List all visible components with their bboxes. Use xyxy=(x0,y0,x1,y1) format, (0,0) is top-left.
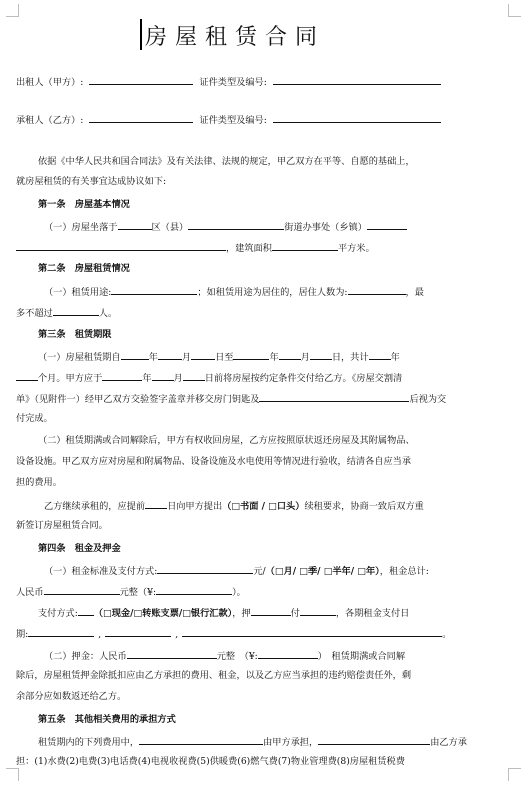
location-street-blank[interactable] xyxy=(367,219,407,230)
article-2-line-1: （一）租赁用途: ；如租赁用途为居住的，居住人数为: ，最 xyxy=(16,284,522,299)
rent-total-words-blank[interactable] xyxy=(44,584,120,595)
article-5-line-2: 担：(1)水费(2)电费(3)电话费(4)电视收视费(5)供暖费(6)燃气费(7)物业管理费(8)房屋租赁税费 xyxy=(16,756,405,767)
article-5-title: 第五条 其他相关费用的承担方式 xyxy=(38,714,176,725)
rent-amount-blank[interactable] xyxy=(157,563,253,574)
total-months-blank[interactable] xyxy=(16,370,38,381)
rent-total-digits-blank[interactable] xyxy=(156,584,232,595)
lessor-fees-blank[interactable] xyxy=(139,734,263,745)
lessee-name-blank[interactable] xyxy=(89,112,193,123)
article-4-para-2-line-1: （二）押金：人民币 元整 （¥: ） 租赁期满或合同解 xyxy=(16,648,522,663)
delivery-year-blank[interactable] xyxy=(102,370,142,381)
crop-mark-bottom-left xyxy=(6,768,19,781)
pay-months-blank[interactable] xyxy=(300,605,336,616)
article-3-line-4: 付完成。 xyxy=(16,413,53,424)
crop-mark-top-left xyxy=(6,4,19,17)
end-day-blank[interactable] xyxy=(310,349,332,360)
article-4-para-2-line-3: 余部分应如数返还给乙方。 xyxy=(16,691,127,702)
article-3-para-2-line-1: （二）租赁期满或合同解除后，甲方有权收回房屋，乙方应按照原状返还房屋及其附属物品、 xyxy=(38,435,415,446)
article-4-para-2-line-2: 除后，房屋租赁押金除抵扣应由乙方承担的费用、租金，以及乙方应当承担的违约赔偿责任外，剩 xyxy=(16,670,412,681)
payment-method-blank[interactable] xyxy=(78,605,94,616)
deposit-months-blank[interactable] xyxy=(251,605,291,616)
location-city-blank[interactable] xyxy=(118,219,152,230)
address-blank[interactable] xyxy=(16,240,226,251)
delivery-day-blank[interactable] xyxy=(183,370,205,381)
lessor-id-blank[interactable] xyxy=(273,74,441,85)
notice-form-checkboxes[interactable]: （□书面 / □口头） xyxy=(222,501,305,512)
article-3-line-1: （一）房屋租赁期自 年 月 日至 年 月 日，共计 年 xyxy=(16,349,494,364)
crop-mark-top-right xyxy=(508,4,521,17)
article-1-title: 第一条 房屋基本情况 xyxy=(38,199,130,210)
article-1-line-1: （一）房屋坐落于 区（县） 街道办事处（乡镇） xyxy=(16,219,522,234)
article-3-line-2: 个月。甲方应于 年 月 日前将房屋按约定条件交付给乙方。《房屋交割清 xyxy=(16,370,494,385)
lessee-line: 承租人（乙方）: 证件类型及编号: xyxy=(16,112,494,127)
article-4-line-4: 期: , , 。 xyxy=(16,626,494,641)
purpose-blank[interactable] xyxy=(111,284,197,295)
article-4-title: 第四条 租金及押金 xyxy=(38,543,121,554)
deposit-words-blank[interactable] xyxy=(127,648,217,659)
end-month-blank[interactable] xyxy=(279,349,301,360)
article-3-para-2-line-2: 设备设施。甲乙双方应对房屋和附属物品、设备设施及水电使用等情况进行验收，结清各自应当承 xyxy=(16,456,412,467)
occupants-blank[interactable] xyxy=(348,284,406,295)
article-3-para-2-line-3: 担的费用。 xyxy=(16,477,62,488)
area-blank[interactable] xyxy=(272,240,338,251)
lessee-id-blank[interactable] xyxy=(273,112,441,123)
start-year-blank[interactable] xyxy=(121,349,149,360)
article-4-line-1: （一）租金标准及支付方式: 元/（□月/ □季/ □半年/ □年），租金总计: xyxy=(16,563,522,578)
article-3-title: 第三条 租赁期限 xyxy=(38,329,112,340)
preamble-line-2: 就房屋租赁的有关事宜达成协议如下: xyxy=(16,176,167,187)
pay-date-blank-3[interactable] xyxy=(182,626,442,637)
total-years-blank[interactable] xyxy=(369,349,391,360)
article-4-line-2: 人民币 元整（¥: ）。 xyxy=(16,584,494,599)
article-5-line-1: 租赁期内的下列费用中， 由甲方承担， 由乙方承 xyxy=(16,734,516,749)
delivery-month-blank[interactable] xyxy=(152,370,174,381)
location-district-blank[interactable] xyxy=(188,219,284,230)
start-day-blank[interactable] xyxy=(191,349,215,360)
article-2-line-2: 多不超过 人。 xyxy=(16,305,494,320)
crop-mark-bottom-right xyxy=(508,768,521,781)
pay-date-blank-1[interactable] xyxy=(28,626,94,637)
deposit-digits-blank[interactable] xyxy=(258,648,318,659)
renewal-notice-days-blank[interactable] xyxy=(145,498,167,509)
max-occupants-blank[interactable] xyxy=(53,305,99,316)
page-title: 房屋租赁合同 xyxy=(145,25,326,50)
end-year-blank[interactable] xyxy=(233,349,269,360)
article-2-title: 第二条 房屋租赁情况 xyxy=(38,263,130,274)
article-3-line-3: 单》（见附件一）经甲乙双方交验签字盖章并移交房门钥匙及 后视为交 xyxy=(16,391,494,406)
lessor-line: 出租人（甲方）: 证件类型及编号: xyxy=(16,74,494,89)
article-3-para-3-line-2: 新签订房屋租赁合同。 xyxy=(16,520,108,531)
text-cursor xyxy=(140,19,142,50)
rent-period-checkboxes[interactable]: （□月/ □季/ □半年/ □年） xyxy=(265,566,380,577)
lessee-fees-blank[interactable] xyxy=(318,734,430,745)
article-4-line-3: 支付方式: （□现金/□转账支票/□银行汇款），押 付 ，各期租金支付日 xyxy=(16,605,516,620)
article-1-line-2: ，建筑面积 平方米。 xyxy=(16,240,494,255)
preamble-line-1: 依据《中华人民共和国合同法》及有关法律、法规的规定，甲乙双方在平等、自愿的基础上， xyxy=(38,156,415,167)
payment-method-checkboxes[interactable]: （□现金/□转账支票/□银行汇款） xyxy=(93,608,233,619)
start-month-blank[interactable] xyxy=(158,349,182,360)
article-3-para-3-line-1: 乙方继续承租的，应提前 日向甲方提出（□书面 / □口头）续租要求，协商一致后双方重 xyxy=(16,498,522,513)
pay-date-blank-2[interactable] xyxy=(105,626,171,637)
lessor-name-blank[interactable] xyxy=(89,74,193,85)
keys-items-blank[interactable] xyxy=(259,391,409,402)
